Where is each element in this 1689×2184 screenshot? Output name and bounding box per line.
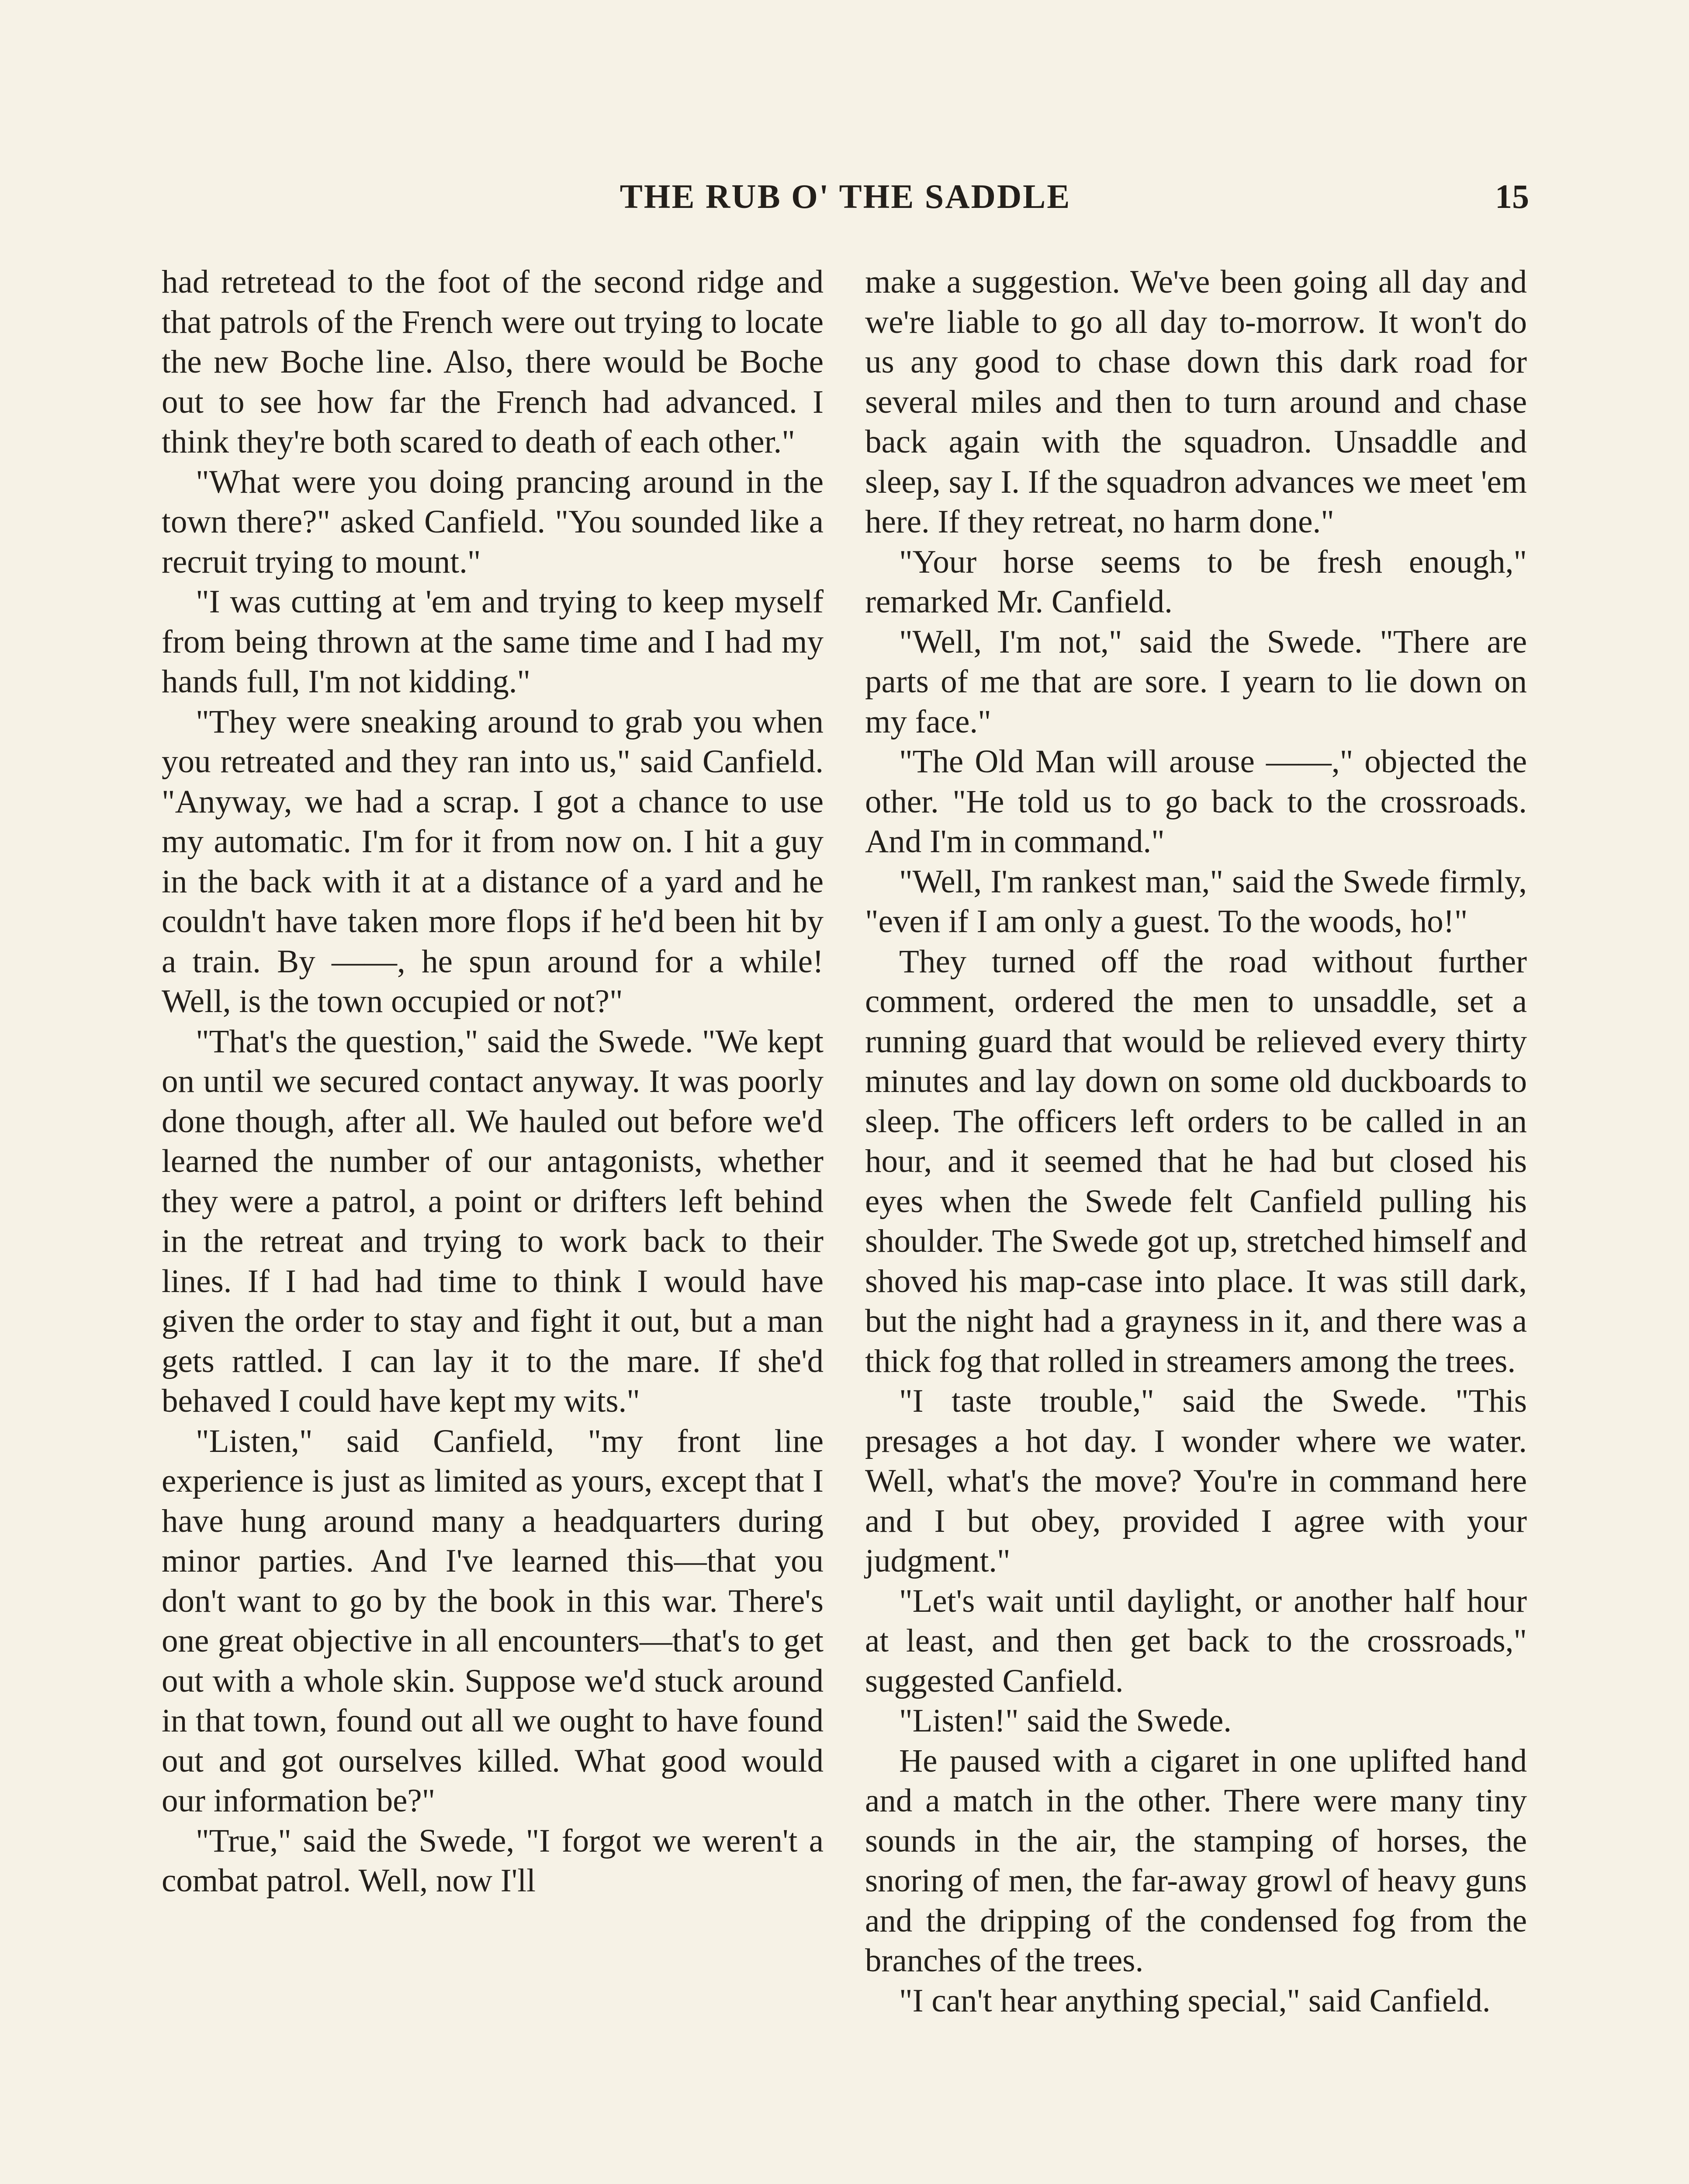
right-column — [865, 262, 1527, 2021]
paragraph: "What were you doing prancing around in the town there?" asked Canfield. "You sounded like a recruit trying to mount." — [162, 463, 824, 580]
paragraph: "Listen!" said the Swede. — [899, 1703, 1232, 1739]
paragraph: He paused with a cigaret in one uplifted hand and a match in the other. There were many tiny sounds in the air, the stamping of horses, the snoring of men, the far-away growl of heavy guns and the dripping of the condensed fog from the branches of the trees. — [865, 1742, 1527, 1979]
left-column — [162, 262, 824, 1901]
paragraph: had retretead to the foot of the second ridge and that patrols of the French were out trying to locate the new Boche line. Also, there would be Boche out to see how far the French had advanced. I think they're both scared to death of each other." — [162, 264, 824, 460]
paragraph: "Well, I'm rankest man," said the Swede firmly, "even if I am only a guest. To the woods, ho!" — [865, 863, 1527, 940]
paragraph: "Let's wait until daylight, or another half hour at least, and then get back to the crossroads," suggested Canfield. — [865, 1583, 1527, 1699]
paragraph: "Listen," said Canfield, "my front line experience is just as limited as yours, except that I have hung around many a headquarters during minor parties. And I've learned this—that you don't want to go by the book in this war. There's one great objective in all encounters—that's to get out with a whole skin. Suppose we'd stuck around in that town, found out all we ought to have found out and got ourselves killed. What good would our information be?" — [162, 1423, 824, 1819]
paragraph: "Well, I'm not," said the Swede. "There are parts of me that are sore. I yearn to lie down on my face." — [865, 623, 1527, 740]
paragraph: "The Old Man will arouse ——," objected the other. "He told us to go back to the crossroads. And I'm in command." — [865, 743, 1527, 860]
running-header — [162, 177, 1529, 225]
paragraph: "True," said the Swede, "I forgot we weren't a combat patrol. Well, now I'll — [162, 1822, 824, 1899]
paragraph: "They were sneaking around to grab you when you retreated and they ran into us," said Canfield. "Anyway, we had a scrap. I got a chance to use my automatic. I'm for it from now on. I hit a guy in the back with it at a distance of a yard and he couldn't have taken more flops if he'd been hit by a train. By ——, he spun around for a while! Well, is the town occupied or not?" — [162, 703, 824, 1019]
paragraph: "I taste trouble," said the Swede. "This presages a hot day. I wonder where we water. Well, what's the move? You're in command here and I but obey, provided I agree with your judgment." — [865, 1383, 1527, 1579]
paragraph: make a suggestion. We've been going all day and we're liable to go all day to-morrow. It won't do us any good to chase down this dark road for several miles and then to turn around and chase back again with the squadron. Unsaddle and sleep, say I. If the squadron advances we meet 'em here. If they retreat, no harm done." — [865, 264, 1527, 540]
page-number: 15 — [1495, 177, 1529, 215]
paragraph: "That's the question," said the Swede. "We kept on until we secured contact anyway. It was poorly done though, after all. We hauled out before we'd learned the number of our antagonists, whether they were a patrol, a point or drifters left behind in the retreat and trying to work back to their lines. If I had had time to think I would have given the order to stay and fight it out, but a man gets rattled. I can lay it to the mare. If she'd behaved I could have kept my wits." — [162, 1023, 824, 1419]
running-title: THE RUB O' THE SADDLE — [620, 177, 1071, 215]
paragraph: "I was cutting at 'em and trying to keep myself from being thrown at the same time and I had my hands full, I'm not kidding." — [162, 584, 824, 700]
paragraph: They turned off the road without further comment, ordered the men to unsaddle, set a running guard that would be relieved every thirty minutes and lay down on some old duckboards to sleep. The officers left orders to be called in an hour, and it seemed that he had but closed his eyes when the Swede felt Canfield pulling his shoulder. The Swede got up, stretched himself and shoved his map-case into place. It was still dark, but the night had a grayness in it, and there was a thick fog that rolled in streamers among the trees. — [865, 943, 1527, 1379]
paragraph: "Your horse seems to be fresh enough," remarked Mr. Canfield. — [865, 543, 1527, 620]
paragraph: "I can't hear anything special," said Canfield. — [899, 1982, 1491, 2019]
